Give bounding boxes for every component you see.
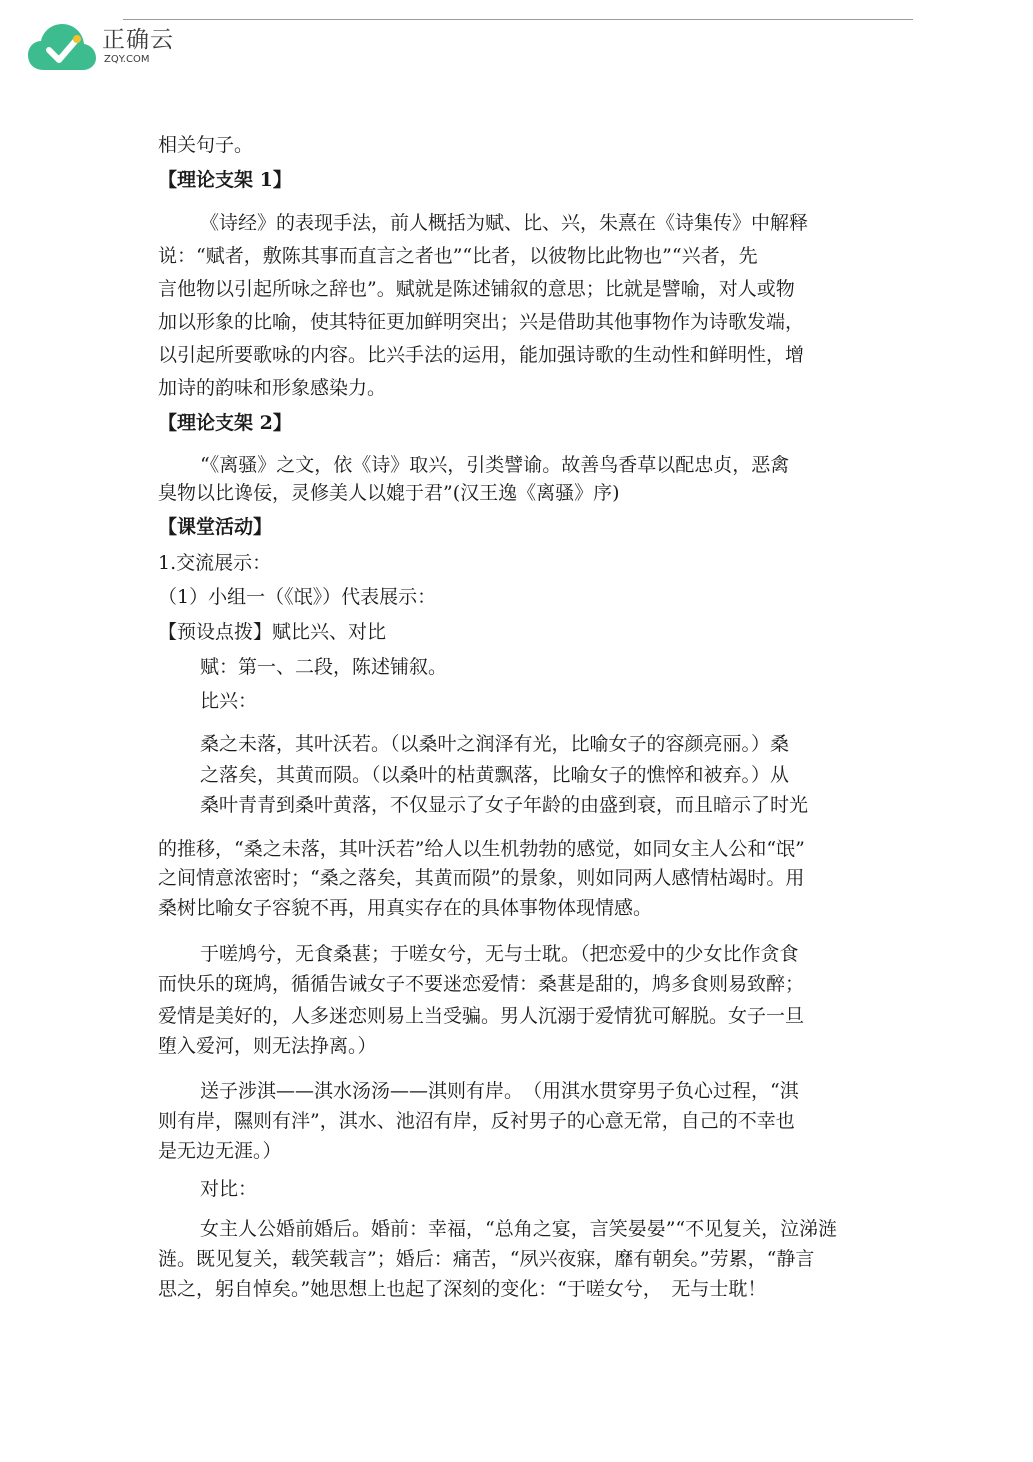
section-heading: 【课堂活动】 — [158, 516, 273, 538]
text-line: 【预设点拨】赋比兴、对比 — [158, 621, 387, 643]
logo-english-text: ZQY.COM — [104, 54, 150, 65]
text-line: 则有岸，隰则有泮”，淇水、池沼有岸，反衬男子的心意无常，自己的不幸也 — [158, 1110, 795, 1132]
cloud-check-icon — [28, 22, 98, 74]
text-line: 而快乐的斑鸠，循循告诫女子不要迷恋爱情：桑葚是甜的，鸠多食则易致醉； — [158, 973, 805, 995]
text-line: 说：“赋者，敷陈其事而直言之者也”“比者，以彼物比此物也”“兴者，先 — [158, 245, 758, 267]
text-line: 臭物以比谗佞，灵修美人以媲于君”(汉王逸《离骚》序) — [158, 482, 620, 504]
text-line: 爱情是美好的，人多迷恋则易上当受骗。男人沉溺于爱情犹可解脱。女子一旦 — [158, 1005, 805, 1027]
text-line: 之间情意浓密时；“桑之落矣，其黄而陨”的景象，则如同两人感情枯竭时。用 — [158, 867, 805, 889]
text-line: （1）小组一（《氓》）代表展示： — [158, 586, 437, 608]
text-line: 比兴： — [200, 690, 258, 712]
text-line: 加以形象的比喻，使其特征更加鲜明突出；兴是借助其他事物作为诗歌发端， — [158, 311, 805, 333]
text-line: 相关句子。 — [158, 134, 254, 156]
text-line: 涟。既见复关，载笑载言”；婚后：痛苦，“夙兴夜寐，靡有朝矣。”劳累，“静言 — [158, 1248, 815, 1270]
logo-chinese-text: 正确云 — [102, 27, 174, 53]
text-line: 桑叶青青到桑叶黄落，不仅显示了女子年龄的由盛到衰，而且暗示了时光 — [200, 794, 809, 816]
text-line: 于嗟鸠兮，无食桑葚；于嗟女兮，无与士耽。（把恋爱中的少女比作贪食 — [200, 943, 799, 965]
text-line: 堕入爱河，则无法挣离。） — [158, 1035, 377, 1057]
text-line: 以引起所要歌咏的内容。比兴手法的运用，能加强诗歌的生动性和鲜明性，增 — [158, 344, 805, 366]
text-line: 是无边无涯。） — [158, 1140, 282, 1162]
text-line: 1.交流展示： — [158, 552, 272, 574]
text-line: 的推移，“桑之未落，其叶沃若”给人以生机勃勃的感觉，如同女主人公和“氓” — [158, 838, 805, 860]
text-line: 赋：第一、二段，陈述铺叙。 — [200, 656, 448, 678]
text-line: 之落矣，其黄而陨。（以桑叶的枯黄飘落，比喻女子的憔悴和被弃。）从 — [200, 764, 790, 786]
section-heading: 【理论支架 1】 — [158, 169, 292, 191]
header-rule — [123, 19, 913, 20]
zqy-logo[interactable] — [28, 22, 188, 74]
text-line: 《诗经》的表现手法，前人概括为赋、比、兴，朱熹在《诗集传》中解释 — [200, 212, 809, 234]
section-heading: 【理论支架 2】 — [158, 412, 292, 434]
text-line: “《离骚》之文，依《诗》取兴，引类譬谕。故善鸟香草以配忠贞，恶禽 — [200, 454, 790, 476]
text-line: 女主人公婚前婚后。婚前：幸福，“总角之宴，言笑晏晏”“不见复关，泣涕涟 — [200, 1218, 838, 1240]
text-line: 言他物以引起所咏之辞也”。赋就是陈述铺叙的意思；比就是譬喻，对人或物 — [158, 278, 795, 300]
text-line: 桑之未落，其叶沃若。（以桑叶之润泽有光，比喻女子的容颜亮丽。）桑 — [200, 733, 790, 755]
text-line: 对比： — [200, 1178, 258, 1200]
text-line: 桑树比喻女子容貌不再，用真实存在的具体事物体现情感。 — [158, 897, 653, 919]
text-line: 思之，躬自悼矣。”她思想上也起了深刻的变化：“于嗟女兮， 无与士耽！ — [158, 1278, 767, 1300]
text-line: 加诗的韵味和形象感染力。 — [158, 377, 387, 399]
text-line: 送子涉淇——淇水汤汤——淇则有岸。 （用淇水贯穿男子负心过程，“淇 — [200, 1080, 799, 1102]
